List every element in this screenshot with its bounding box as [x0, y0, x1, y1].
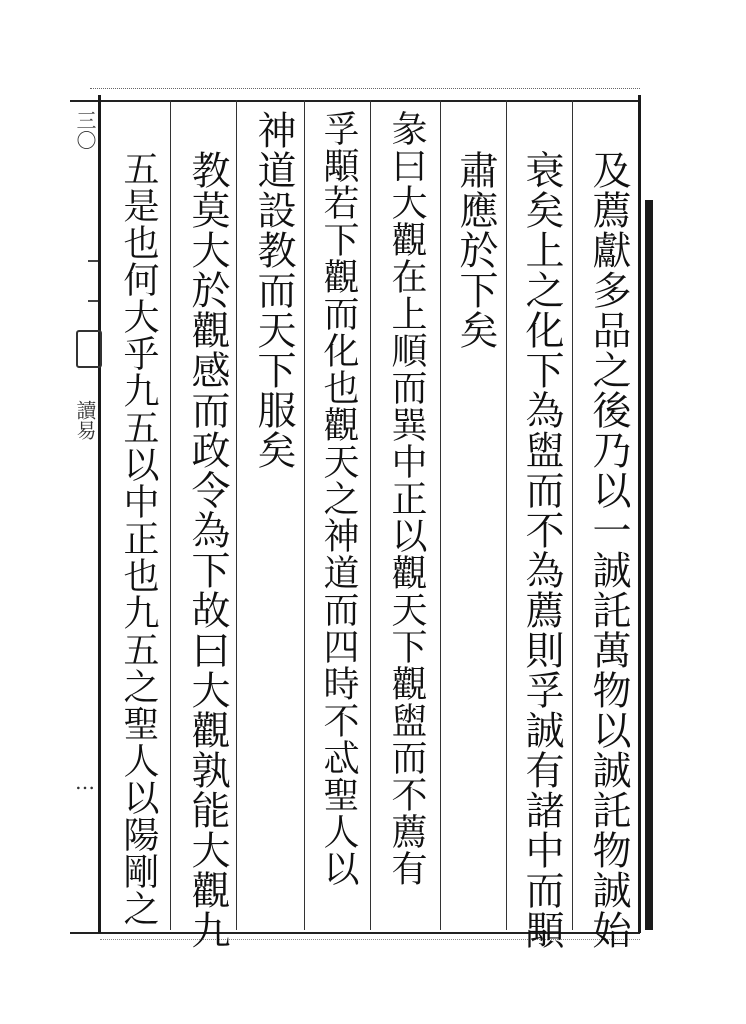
binding-edge: [645, 200, 653, 930]
top-border-noise: [90, 88, 640, 95]
margin-mark-bottom: 讀易: [73, 400, 97, 440]
column-rule: [572, 100, 573, 930]
text-column-6: 神道設教而天下服矣: [251, 110, 296, 470]
column-rule: [170, 100, 171, 930]
column-rule: [304, 100, 305, 930]
frame-left-rule: [98, 95, 101, 933]
margin-tick: [88, 260, 98, 262]
column-rule: [440, 100, 441, 930]
margin-tick: [88, 300, 98, 302]
text-column-3: 肅應於下矣: [453, 150, 498, 350]
binding-margin: [72, 105, 98, 925]
text-column-8: 五是也何大乎九五以中正也九五之聖人以陽剛之: [118, 150, 159, 927]
frame-right-rule: [638, 95, 641, 933]
column-rule: [370, 100, 371, 930]
margin-mark-top: 三〇: [73, 110, 97, 150]
column-rule: [506, 100, 507, 930]
text-column-5: 孚顒若下觀而化也觀天之神道而四時不忒聖人以: [318, 110, 359, 887]
text-column-7: 教莫大於觀感而政令為下故曰大觀孰能大觀九: [185, 150, 230, 950]
column-rule: [236, 100, 237, 930]
text-column-2: 衰矣上之化下為盥而不為薦則孚誠有諸中而顒: [519, 150, 564, 950]
text-column-1: 及薦獻多品之後乃以一誠託萬物以誠託物誠始: [586, 150, 631, 950]
margin-box-mark: [76, 330, 102, 368]
margin-mark-mid: …: [73, 770, 97, 794]
text-column-4: 彖曰大觀在上順而巽中正以觀天下觀盥而不薦有: [386, 110, 427, 887]
